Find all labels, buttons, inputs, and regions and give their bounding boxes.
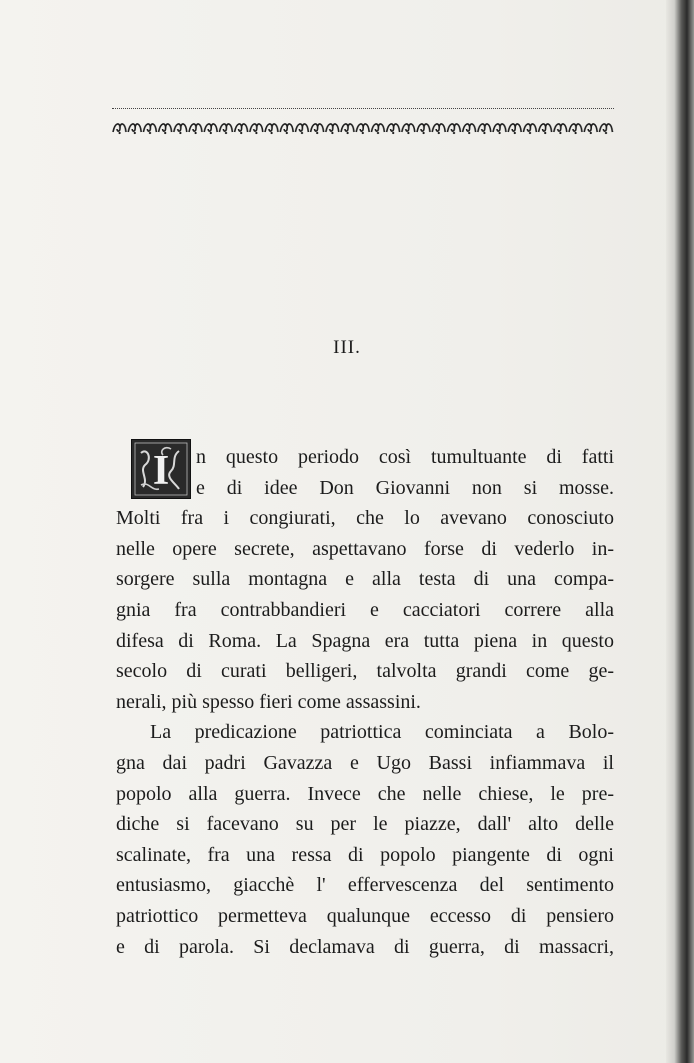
text-line: e di idee Don Giovanni non si mosse. <box>196 476 614 499</box>
text-line: scalinate, fra una ressa di popolo piangente di ogni <box>116 843 614 866</box>
header-ornament <box>112 108 614 140</box>
dotted-rule <box>112 108 614 109</box>
text-line: nerali, più spesso fieri come assassini. <box>116 690 421 713</box>
text-line: entusiasmo, giacchè l' effervescenza del sentimento <box>116 874 614 897</box>
text-line: nelle opere secrete, aspettavano forse di vederlo in- <box>116 537 614 560</box>
chapter-number: III. <box>333 337 361 358</box>
text-line: secolo di curati belligeri, talvolta grandi come ge- <box>116 660 614 683</box>
text-line: sorgere sulla montagna e alla testa di una compa- <box>116 568 614 591</box>
text-line: gna dai padri Gavazza e Ugo Bassi infiammava il <box>116 751 614 774</box>
ornamental-border <box>112 118 614 136</box>
svg-text:I: I <box>152 448 170 494</box>
text-line: n questo periodo così tumultuante di fatti <box>196 446 614 468</box>
text-line: Molti fra i congiurati, che lo avevano conosciuto <box>116 507 614 530</box>
body-text <box>116 442 614 962</box>
text-line: La predicazione patriottica cominciata a Bolo- <box>150 721 614 744</box>
decorated-initial-icon <box>131 439 191 499</box>
text-line: difesa di Roma. La Spagna era tutta piena in questo <box>116 629 614 652</box>
page-edge-shadow <box>666 0 694 1063</box>
text-line: e di parola. Si declamava di guerra, di massacri, <box>116 935 614 958</box>
text-line: patriottico permetteva qualunque eccesso di pensiero <box>116 904 614 927</box>
text-line: diche si facevano su per le piazze, dall' alto delle <box>116 813 614 836</box>
text-line: popolo alla guerra. Invece che nelle chiese, le pre- <box>116 782 614 805</box>
paragraph-2 <box>116 717 614 962</box>
text-line: gnia fra contrabbandieri e cacciatori correre alla <box>116 598 614 621</box>
